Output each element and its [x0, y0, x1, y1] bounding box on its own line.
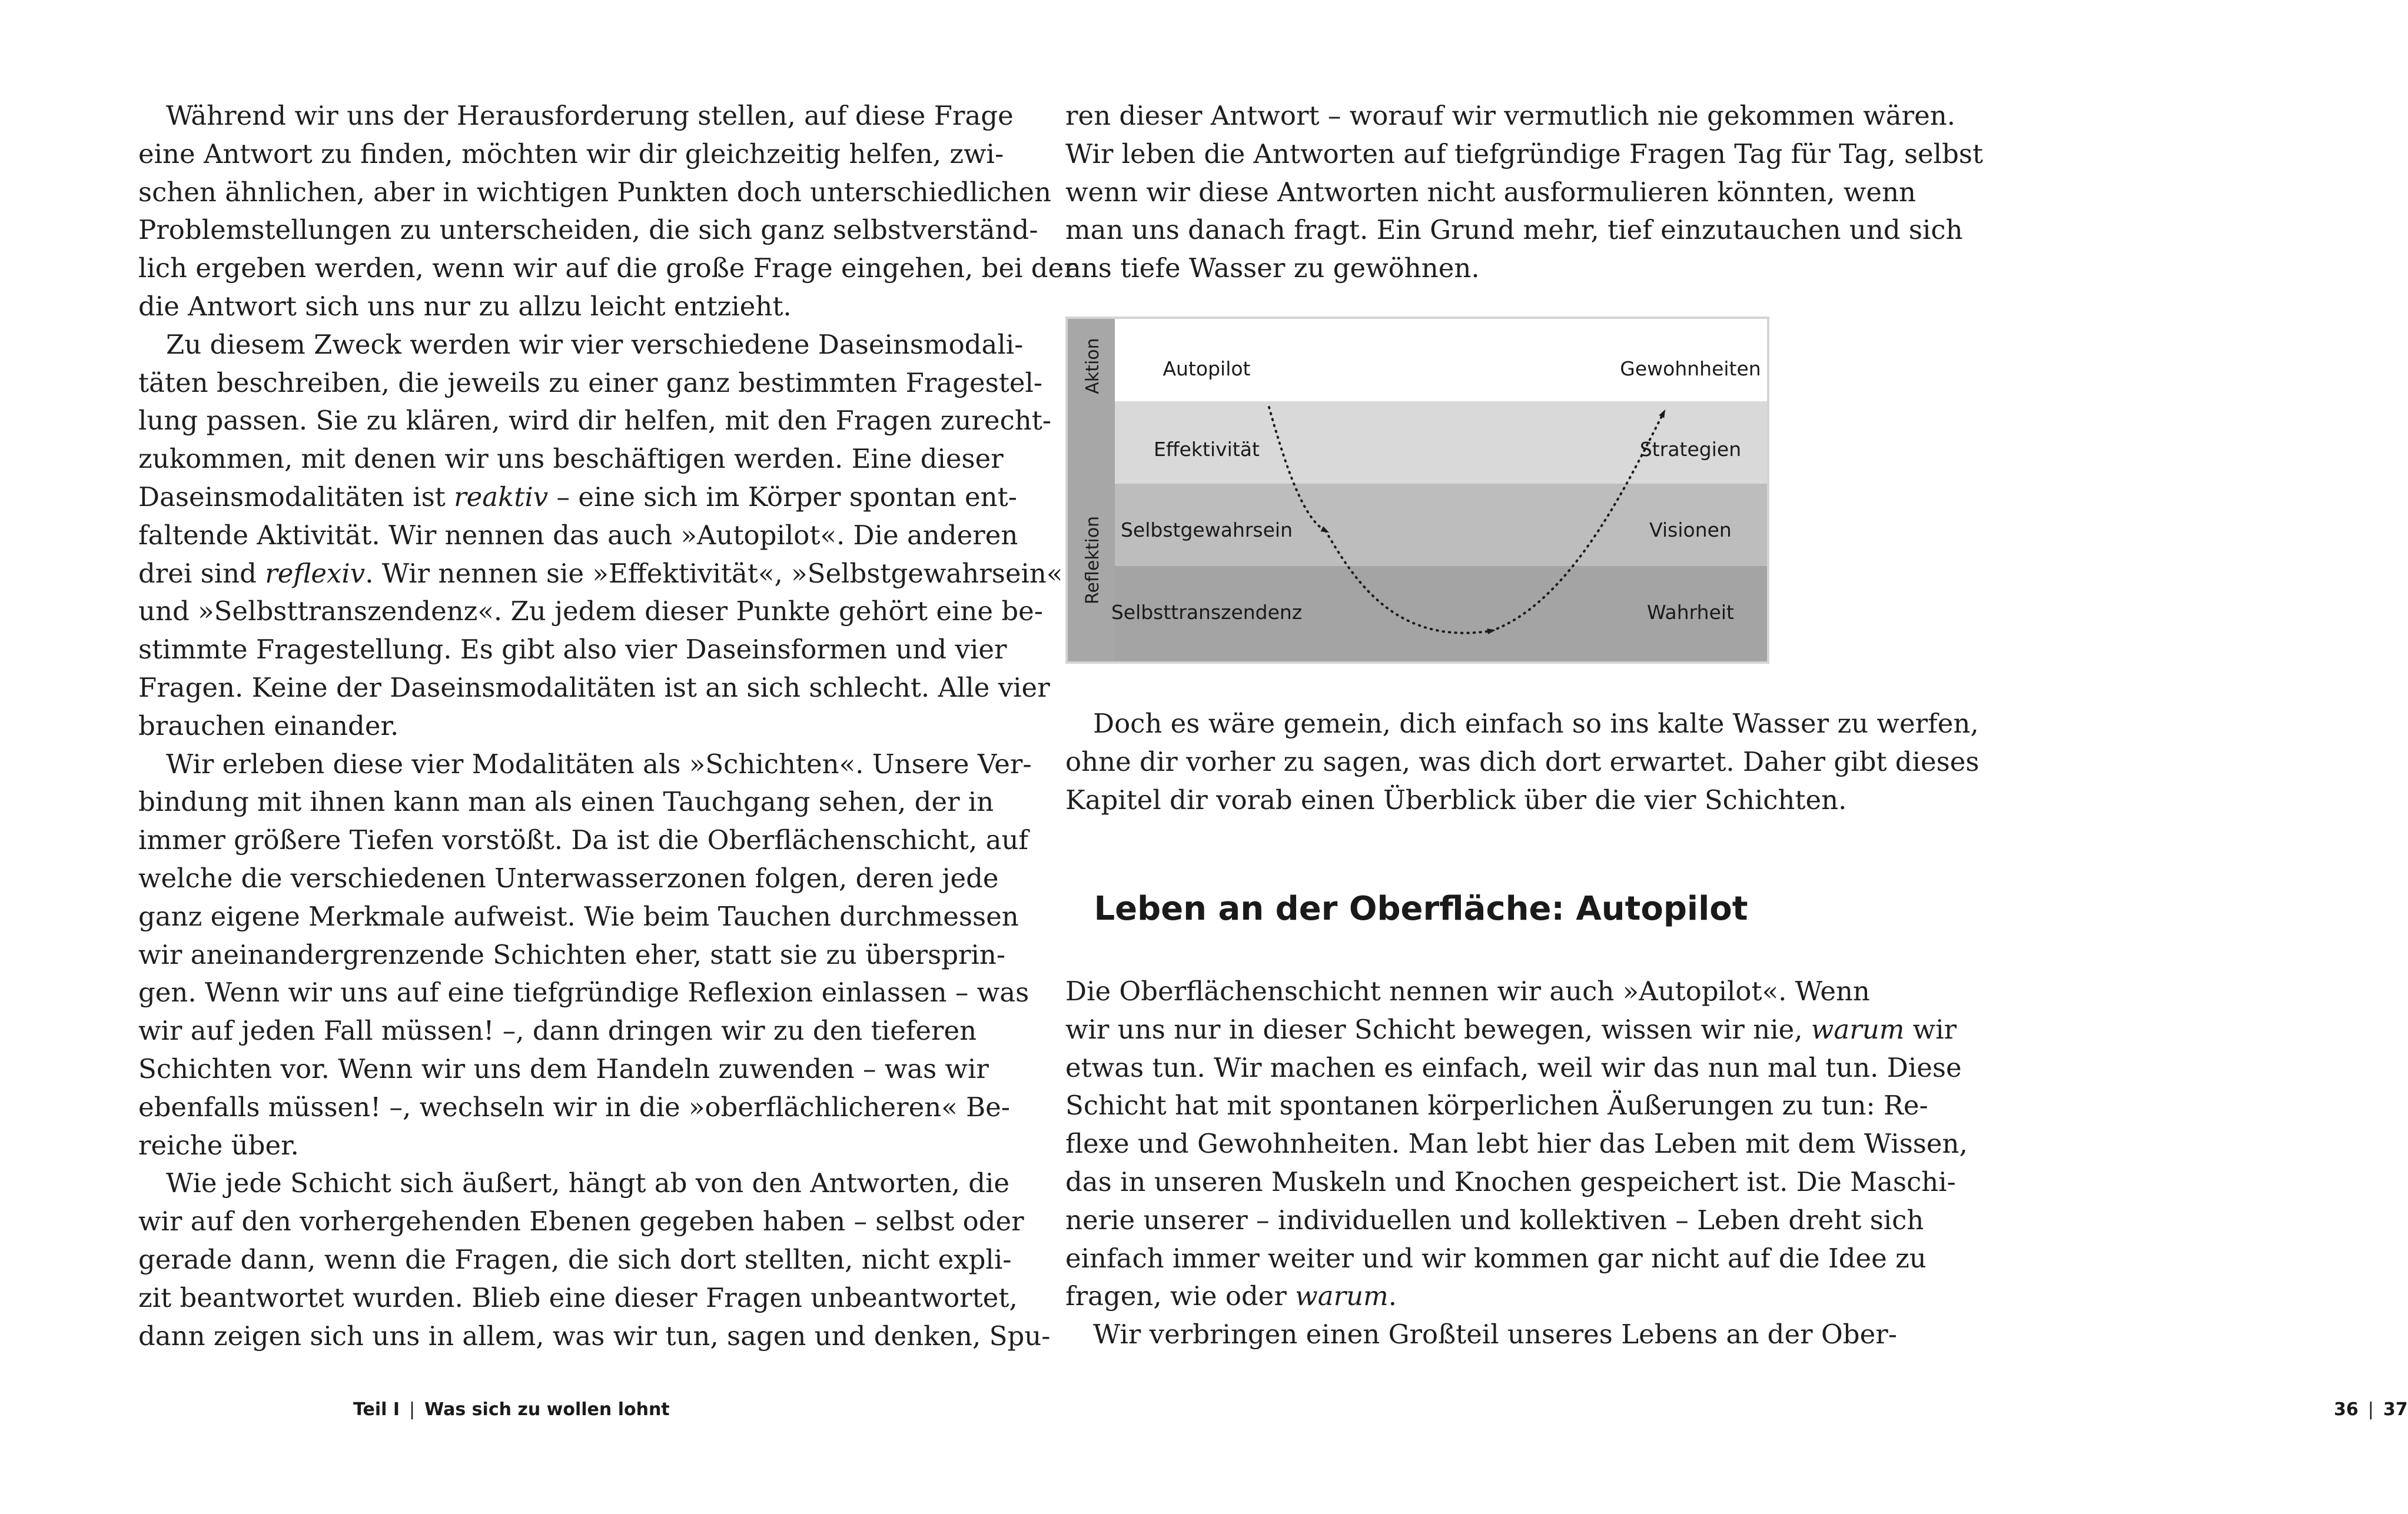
text-line: Kapitel dir vorab einen Überblick über die vier Schichten.: [1065, 784, 1847, 816]
layer-label-selbstgewahrsein: Selbstgewahrsein: [1120, 518, 1293, 541]
left-footer: [353, 1399, 670, 1420]
text-line: zit beantwortet wurden. Blieb eine dieser Fragen unbeantwortet,: [138, 1282, 1018, 1313]
layer-diagram-svg: [1068, 319, 1767, 661]
text-line: brauchen einander.: [138, 710, 399, 741]
layer-label-selbsttranszendenz: Selbsttranszendenz: [1111, 601, 1303, 624]
text-line: das in unseren Muskeln und Knochen gespeichert ist. Die Maschi-: [1065, 1166, 1956, 1197]
text-line: man uns danach fragt. Ein Grund mehr, tief einzutauchen und sich: [1065, 214, 1963, 246]
text-line: Daseinsmodalitäten ist reaktiv – eine sich im Körper spontan ent-: [138, 481, 1017, 513]
footer-title: Was sich zu wollen lohnt: [424, 1399, 670, 1420]
layer-diagram: [1065, 317, 1769, 664]
text-line: Fragen. Keine der Daseinsmodalitäten ist an sich schlecht. Alle vier: [138, 671, 1050, 703]
page-numbers: [2334, 1399, 2408, 1420]
text-line: ebenfalls müssen! –, wechseln wir in die »oberflächlicheren« Be-: [138, 1091, 1011, 1123]
text-line: etwas tun. Wir machen es einfach, weil wir das nun mal tun. Diese: [1065, 1052, 1962, 1083]
side-label-aktion: Aktion: [1082, 338, 1103, 394]
text-line: eine Antwort zu finden, möchten wir dir gleichzeitig helfen, zwi-: [138, 138, 1004, 169]
text-line: lich ergeben werden, wenn wir auf die große Frage eingehen, bei der: [138, 252, 1077, 284]
text-line: Zu diesem Zweck werden wir vier verschiedene Daseinsmodali-: [166, 328, 1024, 360]
text-line: reiche über.: [138, 1129, 299, 1161]
text-line: immer größere Tiefen vorstößt. Da ist die Oberflächenschicht, auf: [138, 824, 1029, 856]
page-number-right: 37: [2383, 1399, 2408, 1420]
text-line: Wir erleben diese vier Modalitäten als »Schichten«. Unsere Ver-: [166, 748, 1032, 780]
text-line: fragen, wie oder warum.: [1065, 1280, 1397, 1312]
footer-separator: |: [409, 1399, 416, 1420]
text-line: Problemstellungen zu unterscheiden, die sich ganz selbstverständ-: [138, 214, 1038, 246]
page-number-separator: |: [2367, 1399, 2374, 1420]
text-line: gen. Wenn wir uns auf eine tiefgründige Reflexion einlassen – was: [138, 977, 1029, 1009]
text-line: ans tiefe Wasser zu gewöhnen.: [1065, 252, 1480, 284]
text-line: lung passen. Sie zu klären, wird dir helfen, mit den Fragen zurecht-: [138, 405, 1052, 437]
footer-part: Teil I: [353, 1399, 400, 1420]
text-line: drei sind reflexiv. Wir nennen sie »Effektivität«, »Selbstgewahrsein«: [138, 557, 1063, 589]
text-line: Wir verbringen einen Großteil unseres Lebens an der Ober-: [1093, 1319, 1897, 1350]
text-line: Wie jede Schicht sich äußert, hängt ab von den Antworten, die: [166, 1167, 1010, 1199]
layer-label-gewohnheiten: Gewohnheiten: [1620, 357, 1761, 380]
text-line: täten beschreiben, die jeweils zu einer ganz bestimmten Fragestel-: [138, 367, 1043, 398]
left-text-column: [138, 97, 1077, 1355]
text-line: faltende Aktivität. Wir nennen das auch »Autopilot«. Die anderen: [138, 519, 1018, 551]
text-line: und »Selbsttranszendenz«. Zu jedem dieser Punkte gehört eine be-: [138, 595, 1043, 627]
text-line: Schicht hat mit spontanen körperlichen Äußerungen zu tun: Re-: [1065, 1090, 1928, 1122]
text-line: wir uns nur in dieser Schicht bewegen, wissen wir nie, warum wir: [1065, 1013, 1957, 1045]
right-mid-paragraph: [1065, 705, 1979, 819]
layer-label-visionen: Visionen: [1649, 518, 1732, 541]
text-line: Wir leben die Antworten auf tiefgründige Fragen Tag für Tag, selbst: [1065, 138, 1984, 169]
text-line: Schichten vor. Wenn wir uns dem Handeln zuwenden – was wir: [138, 1053, 989, 1084]
text-line: flexe und Gewohnheiten. Man lebt hier das Leben mit dem Wissen,: [1065, 1128, 1968, 1160]
text-line: zukommen, mit denen wir uns beschäftigen werden. Eine dieser: [138, 443, 1004, 475]
text-line: bindung mit ihnen kann man als einen Tauchgang sehen, der in: [138, 786, 994, 818]
text-line: ohne dir vorher zu sagen, was dich dort erwartet. Daher gibt dieses: [1065, 746, 1979, 777]
text-line: wir aneinandergrenzende Schichten eher, statt sie zu übersprin-: [138, 939, 1006, 970]
text-line: stimmte Fragestellung. Es gibt also vier Daseinsformen und vier: [138, 634, 1007, 666]
layer-label-wahrheit: Wahrheit: [1647, 601, 1734, 624]
section-heading: Leben an der Oberfläche: Autopilot: [1094, 890, 1748, 928]
left-page: [0, 0, 1077, 1514]
page-number-left: 36: [2334, 1399, 2359, 1420]
right-top-paragraph: [1065, 97, 1984, 288]
text-line: wenn wir diese Antworten nicht ausformulieren könnten, wenn: [1065, 176, 1917, 208]
text-line: einfach immer weiter und wir kommen gar nicht auf die Idee zu: [1065, 1242, 1927, 1274]
text-line: Während wir uns der Herausforderung stellen, auf diese Frage: [166, 100, 1014, 131]
layer-label-strategien: Strategien: [1639, 438, 1742, 461]
text-line: welche die verschiedenen Unterwasserzonen folgen, deren jede: [138, 862, 999, 894]
text-line: nerie unserer – individuellen und kollektiven – Leben dreht sich: [1065, 1204, 1924, 1236]
text-line: wir auf den vorhergehenden Ebenen gegeben haben – selbst oder: [138, 1206, 1024, 1237]
right-bottom-paragraphs: [1065, 973, 1968, 1354]
text-line: gerade dann, wenn die Fragen, die sich dort stellten, nicht expli-: [138, 1243, 1012, 1275]
layer-label-effektivitaet: Effektivität: [1154, 438, 1260, 461]
text-line: wir auf jeden Fall müssen! –, dann dringen wir zu den tieferen: [138, 1015, 977, 1047]
text-line: schen ähnlichen, aber in wichtigen Punkten doch unterschiedlichen: [138, 176, 1052, 208]
text-line: ganz eigene Merkmale aufweist. Wie beim Tauchen durchmessen: [138, 900, 1019, 932]
text-line: Die Oberflächenschicht nennen wir auch »Autopilot«. Wenn: [1065, 976, 1870, 1007]
text-line: ren dieser Antwort – worauf wir vermutlich nie gekommen wären.: [1065, 100, 1956, 131]
text-line: dann zeigen sich uns in allem, was wir tun, sagen und denken, Spu-: [138, 1320, 1051, 1352]
text-line: die Antwort sich uns nur zu allzu leicht entzieht.: [138, 290, 792, 322]
text-line: Doch es wäre gemein, dich einfach so ins kalte Wasser zu werfen,: [1093, 708, 1979, 739]
right-page: [951, 0, 2408, 1514]
side-label-reflektion: Reflektion: [1082, 515, 1103, 605]
layer-label-autopilot: Autopilot: [1163, 357, 1251, 380]
